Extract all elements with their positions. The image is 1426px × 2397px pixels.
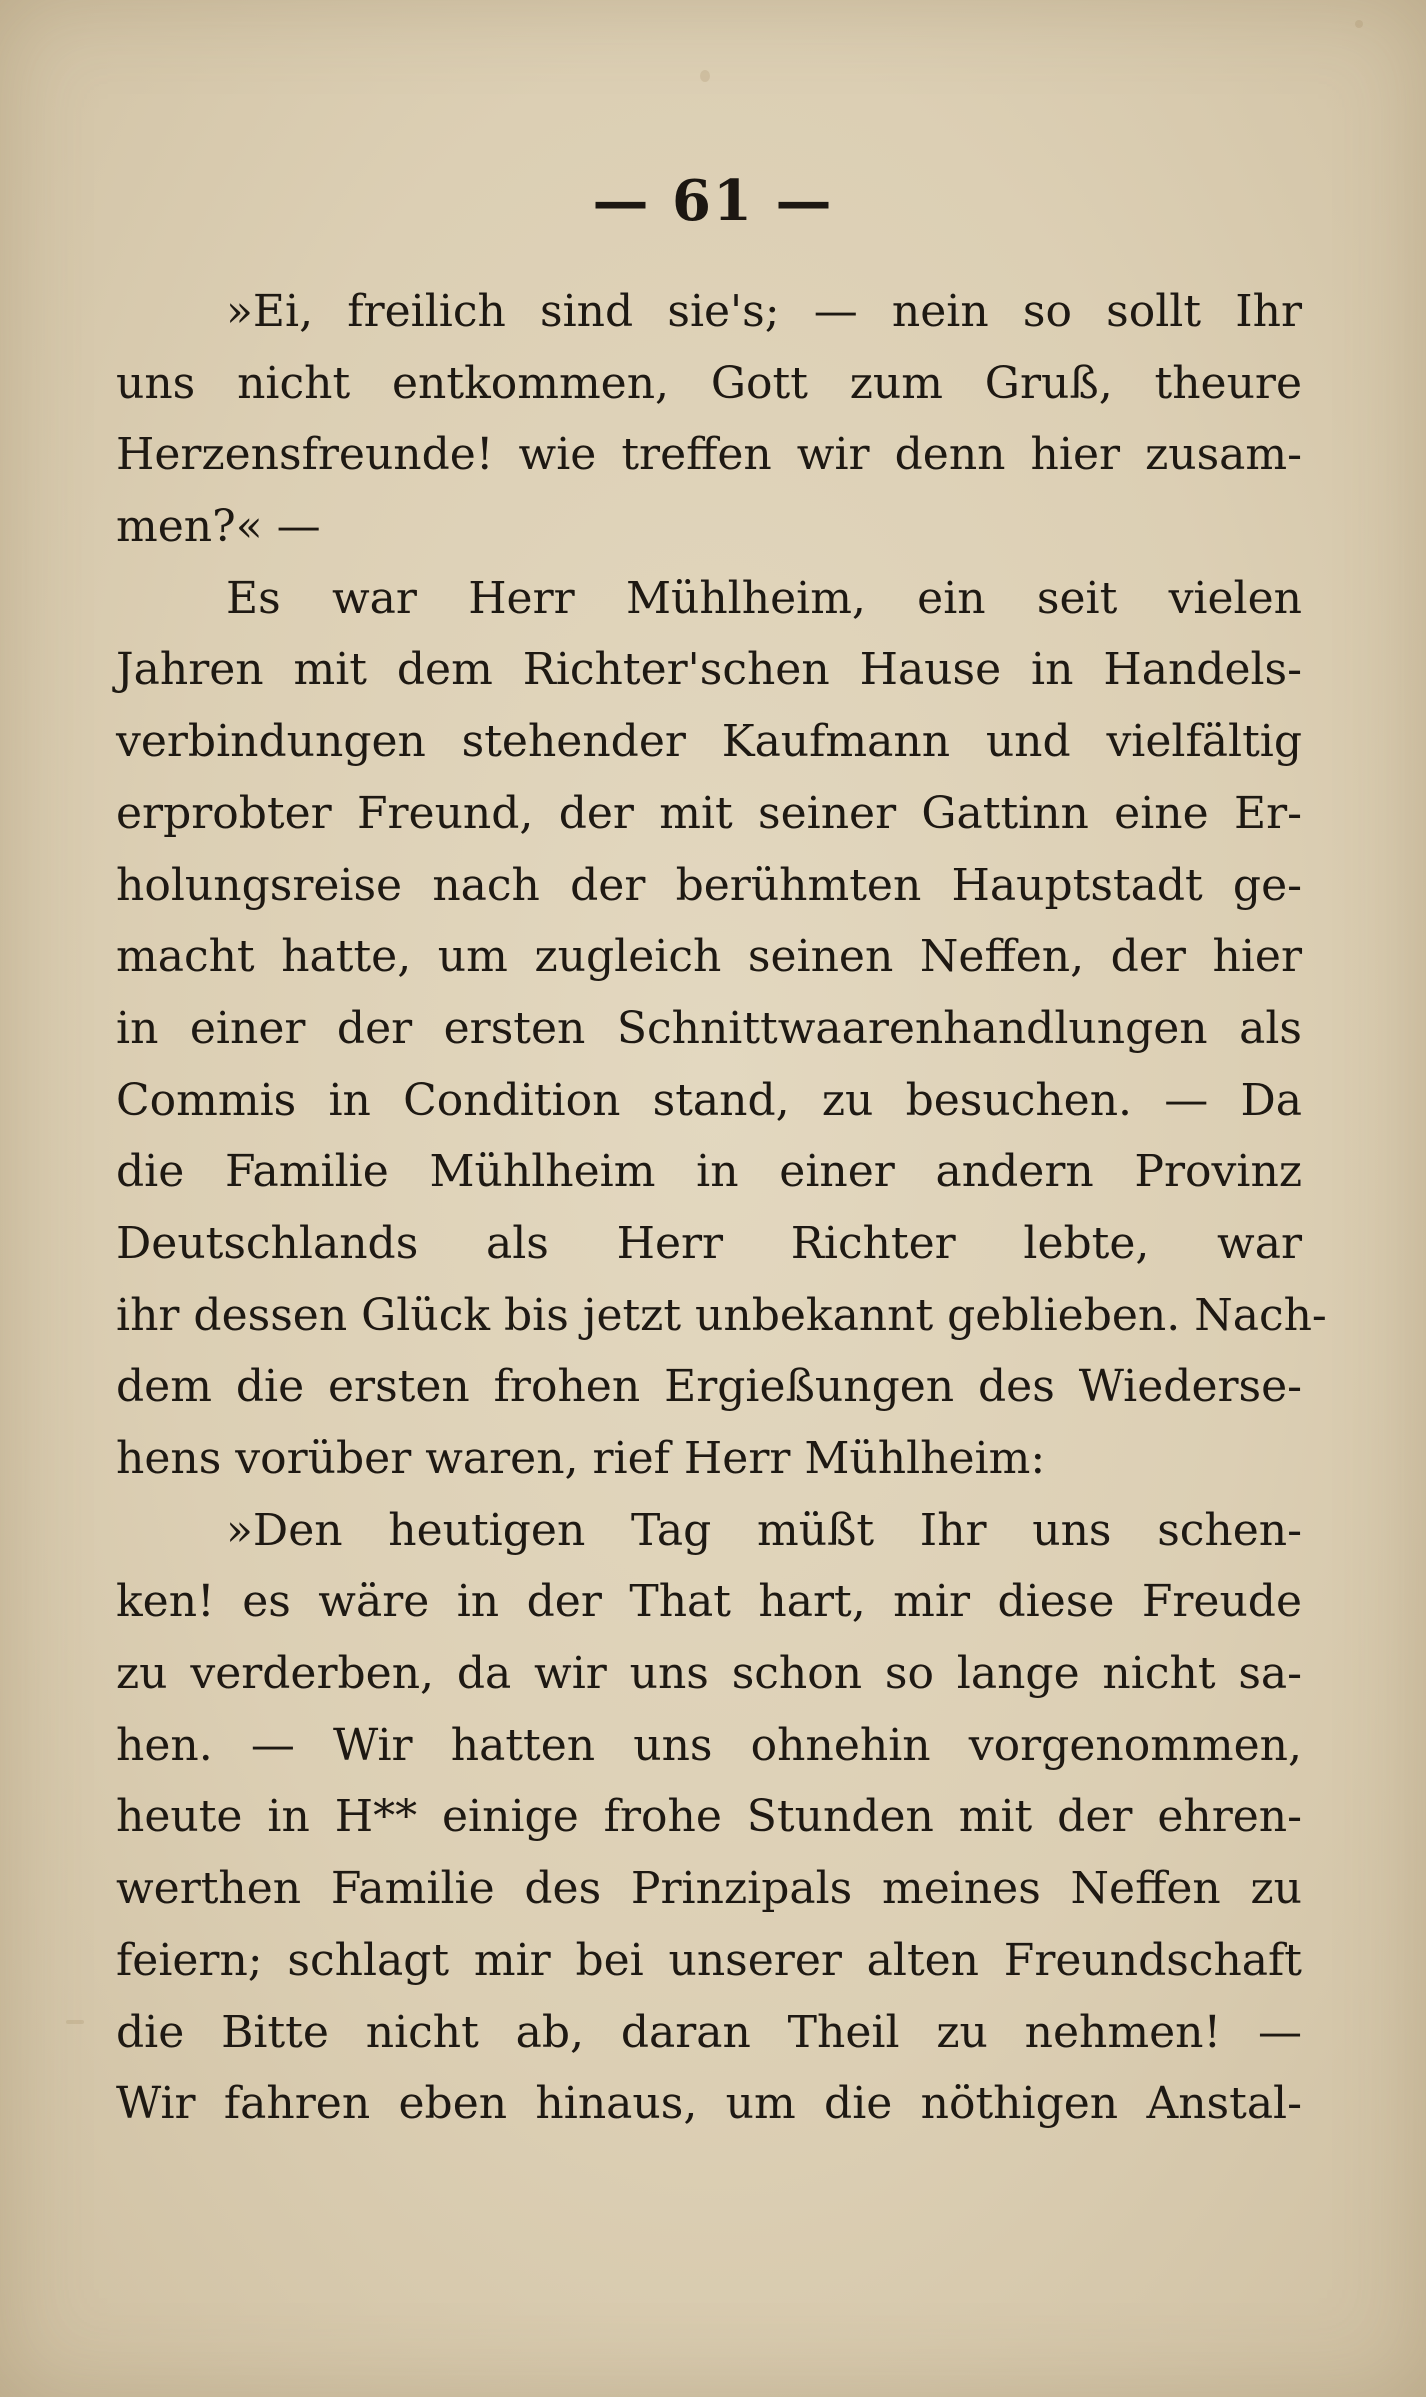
text-line: Wir fahren eben hinaus, um die nöthigen Anstal- xyxy=(116,2078,1302,2130)
text-line: Commis in Condition stand, zu besuchen. — Da xyxy=(116,1074,1302,1126)
text-line: in einer der ersten Schnittwaarenhandlungen als xyxy=(116,1002,1302,1054)
text-line: »Ei, freilich sind sie's; — nein so sollt Ihr xyxy=(226,286,1302,337)
paper-spot xyxy=(700,70,710,82)
text-line: heute in H** einige frohe Stunden mit der ehren- xyxy=(116,1791,1302,1843)
page-number: — 61 — xyxy=(592,168,834,234)
text-line: »Den heutigen Tag müßt Ihr uns schen- xyxy=(226,1504,1302,1556)
text-line: men?« — xyxy=(116,501,321,553)
text-line: uns nicht entkommen, Gott zum Gruß, theure xyxy=(116,357,1302,409)
text-line: feiern; schlagt mir bei unserer alten Freundschaft xyxy=(116,1934,1302,1986)
text-line: werthen Familie des Prinzipals meines Neffen zu xyxy=(116,1863,1302,1915)
text-line: hens vorüber waren, rief Herr Mühlheim: xyxy=(116,1433,1046,1484)
text-line: dem die ersten frohen Ergießungen des Wiederse- xyxy=(116,1361,1302,1413)
text-line: die Familie Mühlheim in einer andern Provinz xyxy=(116,1146,1302,1198)
text-line: verbindungen stehender Kaufmann und vielfältig xyxy=(116,716,1302,768)
text-line: erprobter Freund, der mit seiner Gattinn eine Er- xyxy=(116,787,1302,839)
text-line: zu verderben, da wir uns schon so lange nicht sa- xyxy=(116,1648,1302,1700)
paper-spot xyxy=(66,2020,84,2024)
body-text xyxy=(116,276,1327,2140)
text-line: holungsreise nach der berühmten Hauptstadt ge- xyxy=(116,859,1302,911)
text-line: die Bitte nicht ab, daran Theil zu nehmen! — xyxy=(116,2006,1302,2058)
text-line: Jahren mit dem Richter'schen Hause in Handels- xyxy=(116,644,1302,696)
text-line: Es war Herr Mühlheim, ein seit vielen xyxy=(226,572,1302,624)
text-line: hen. — Wir hatten uns ohnehin vorgenommen, xyxy=(116,1719,1302,1771)
text-line: ken! es wäre in der That hart, mir diese Freude xyxy=(116,1576,1302,1628)
text-line: macht hatte, um zugleich seinen Neffen, der hier xyxy=(116,931,1302,983)
text-line: Herzensfreunde! wie treffen wir denn hier zusam- xyxy=(116,429,1302,481)
paper-spot xyxy=(1355,20,1363,28)
text-line: ihr dessen Glück bis jetzt unbekannt geblieben. Nach- xyxy=(116,1289,1327,1341)
text-line: Deutschlands als Herr Richter lebte, war xyxy=(116,1217,1302,1269)
